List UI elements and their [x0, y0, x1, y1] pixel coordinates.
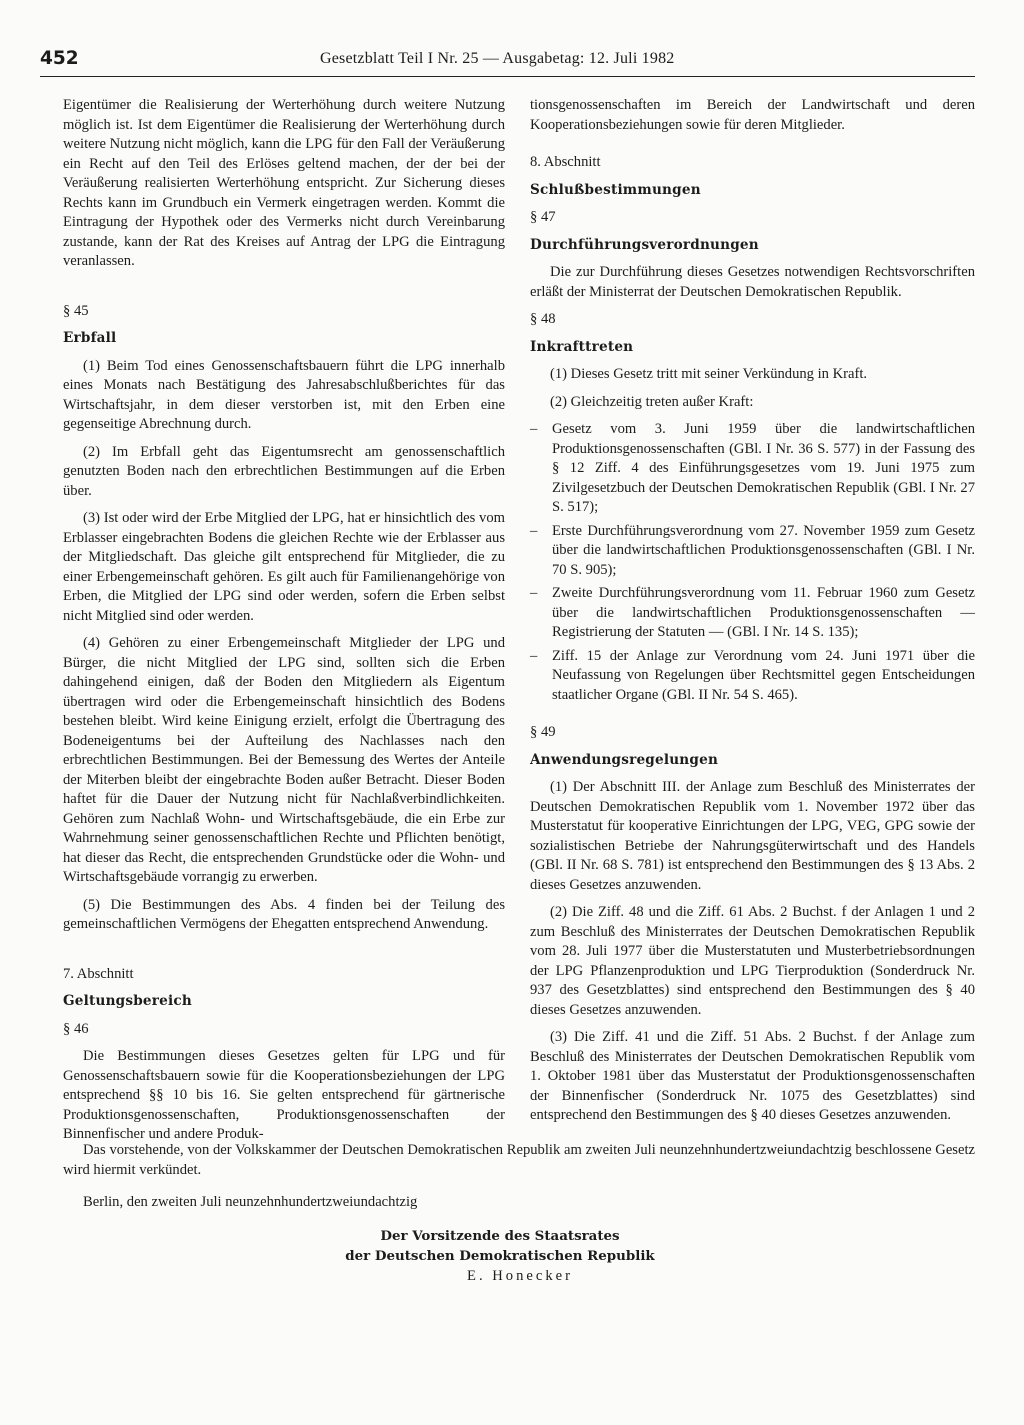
paragraph-continuation: tionsgenossenschaften im Bereich der Landwirtschaft und deren Kooperationsbeziehungen sowie für deren Mitglieder. [530, 97, 975, 133]
signature-block [330, 1226, 670, 1286]
section-45-para-5: (5) Die Bestimmungen des Abs. 4 finden bei der Teilung des gemeinschaftlichen Vermögens der Ehegatten entsprechend Anwendung. [63, 896, 505, 932]
list-item: – Erste Durchführungsverordnung vom 27. November 1959 zum Gesetz über die landwirtschaftlichen Produktionsgenossenschaften (GBl. I Nr. 70 S. 905); [530, 522, 975, 581]
section-45-para-4: (4) Gehören zu einer Erbengemeinschaft Mitglieder der LPG und Bürger, die nicht Mitglied der LPG sind, sollten sich die Erben dahingehend einigen, daß der Boden den Mitgliedern als Eigentum übertragen wird oder die Erbengemeinschaft hinsichtlich des Bodens bestehen bleibt. Wird keine Einigung erzielt, erfolgt die Übertragung des Bodeneigentums bei der Aufteilung des Nachlasses nach den erbrechtlichen Bestimmungen. Bei der Bemessung des Wertes der Anteile der Miterben bleibt der eingebrachte Boden außer Betracht. Dieser Boden haftet für die Dauer der Nutzung nicht für Nachlaßverbindlichkeiten. Gehören zum Nachlaß Wohn- und Wirtschaftsgebäude, die ein Erbe zur Wahrnehmung seiner genossenschaftlichen Rechte und Pflichten benötigt, hat dieser das Recht, die entsprechenden Grundstücke oder die Wohn- und Wirtschaftsgebäude vorrangig zu erwerben. [63, 635, 505, 885]
section-46-para-1: Die Bestimmungen dieses Gesetzes gelten für LPG und für Genossenschaftsbauern sowie für die Kooperationsbeziehungen der LPG entsprechend §§ 10 bis 16. Sie gelten entsprechend für gärtnerische Produktionsgenossenschaften, Produktionsgenossenschaften der Binnenfischer und andere Produk- [63, 1048, 505, 1142]
section-48-para-2: (2) Gleichzeitig treten außer Kraft: [550, 393, 754, 410]
signatory-title-line-2: der Deutschen Demokratischen Republik [345, 1248, 655, 1264]
list-item: – Ziff. 15 der Anlage zur Verordnung vom 24. Juni 1971 über die Neufassung von Regelungen über Rechtsmittel gegen Entscheidungen staatlicher Organe (GBl. II Nr. 54 S. 465). [530, 647, 975, 706]
section-49-number: § 49 [530, 724, 556, 740]
section-47-number: § 47 [530, 209, 556, 225]
place-date: Berlin, den zweiten Juli neunzehnhundertzweiundachtzig [83, 1194, 418, 1210]
running-head: Gesetzblatt Teil I Nr. 25 — Ausgabetag: 12. Juli 1982 [320, 50, 675, 67]
page-header [40, 46, 975, 77]
left-column [63, 96, 505, 1153]
chapter-8-title: Schlußbestimmungen [530, 181, 701, 198]
section-49-title: Anwendungsregelungen [530, 751, 719, 768]
section-48-para-1: (1) Dieses Gesetz tritt mit seiner Verkündung in Kraft. [550, 366, 868, 382]
section-45-para-2: (2) Im Erbfall geht das Eigentumsrecht am genossenschaftlich genutzten Boden nach den erbrechtlichen Bestimmungen auf die Erben über. [63, 443, 505, 499]
section-47-title: Durchführungsverordnungen [530, 236, 759, 253]
section-45-title: Erbfall [63, 330, 117, 346]
list-item: – Zweite Durchführungsverordnung vom 11. Februar 1960 zum Gesetz über die landwirtschaftlichen Produktionsgenossenschaften — Registrierung der Statuten — (GBl. I Nr. 14 S. 135); [530, 584, 975, 643]
repealed-laws-list [530, 420, 975, 705]
chapter-8-label: 8. Abschnitt [530, 154, 601, 170]
closing-block [63, 1140, 975, 1224]
chapter-7-label: 7. Abschnitt [63, 965, 134, 982]
promulgation-text: Das vorstehende, von der Volkskammer der Deutschen Demokratischen Republik am zweiten Juli neunzehnhundertzweiundachtzig beschlossene Gesetz wird hiermit verkündet. [63, 1142, 975, 1178]
paragraph-continuation: Eigentümer die Realisierung der Werterhöhung durch weitere Nutzung möglich ist. Ist dem Eigentümer die Realisierung der Werterhöhung durch weitere Nutzung nicht möglich, kann die LPG für den Fall der Veräußerung ein Recht auf den Teil des Erlöses geltend machen, der der bei der Veräußerung realisierten Werterhöhung entspricht. Zur Sicherung dieses Rechts kann im Grundbuch ein Vermerk eingetragen werden. Kommt die Eintragung der Hypothek oder des Vermerks nicht durch Vereinbarung zustande, kann der Rat des Kreises auf Antrag der LPG die Eintragung veranlassen. [63, 97, 505, 269]
section-49-para-3: (3) Die Ziff. 41 und die Ziff. 51 Abs. 2 Buchst. f der Anlage zum Beschluß des Ministerrates der Deutschen Demokratischen Republik vom 1. Oktober 1981 über das Musterstatut der Produktionsgenossenschaften der Binnenfischer (Sonderdruck Nr. 1075 des Gesetzblattes) sind entsprechend den Bestimmungen des § 40 dieses Gesetzes anzuwenden. [530, 1029, 975, 1123]
section-48-number: § 48 [530, 311, 556, 327]
signatory-name: E. Honecker [467, 1268, 573, 1284]
section-45-number: § 45 [63, 302, 89, 319]
list-item: – Gesetz vom 3. Juni 1959 über die landwirtschaftlichen Produktionsgenossenschaften (GBl. I Nr. 36 S. 577) in der Fassung des § 12 Ziff. 4 des Einführungsgesetzes vom 19. Juni 1975 zum Zivilgesetzbuch der Deutschen Demokratischen Republik (GBl. I Nr. 27 S. 517); [530, 420, 975, 518]
section-46-number: § 46 [63, 1020, 89, 1037]
page-number: 452 [40, 48, 79, 69]
right-column [530, 96, 975, 1134]
chapter-7-title: Geltungsbereich [63, 993, 192, 1009]
section-48-title: Inkrafttreten [530, 338, 634, 355]
section-49-para-2: (2) Die Ziff. 48 und die Ziff. 61 Abs. 2 Buchst. f der Anlagen 1 und 2 zum Beschluß des Ministerrates der Deutschen Demokratischen Republik vom 28. Juli 1977 über die Musterstatuten und Musterbetriebsordnungen der LPG Pflanzenproduktion und LPG Tierproduktion (Sonderdruck Nr. 937 des Gesetzblattes) sind entsprechend den Bestimmungen des § 40 dieses Gesetzes anzuwenden. [530, 904, 975, 1018]
signatory-title-line-1: Der Vorsitzende des Staatsrates [380, 1228, 620, 1244]
section-47-para-1: Die zur Durchführung dieses Gesetzes notwendigen Rechtsvorschriften erläßt der Ministerrat der Deutschen Demokratischen Republik. [530, 264, 975, 300]
section-45-para-1: (1) Beim Tod eines Genossenschaftsbauern führt die LPG innerhalb eines Monats nach Bestätigung des Jahresabschlußberichtes für das Wirtschaftsjahr, in dem dieser verstorben ist, mit den Erben eine gegenseitige Abrechnung durch. [63, 357, 505, 432]
section-49-para-1: (1) Der Abschnitt III. der Anlage zum Beschluß des Ministerrates der Deutschen Demokratischen Republik vom 1. November 1972 über das Musterstatut für kooperative Einrichtungen der LPG, VEG, GPG sowie der sozialistischen Betriebe der Nahrungsgüterwirtschaft und des Handels (GBl. II Nr. 68 S. 781) ist entsprechend den Bestimmungen des § 13 Abs. 2 dieses Gesetzes anzuwenden. [530, 779, 975, 893]
section-45-para-3: (3) Ist oder wird der Erbe Mitglied der LPG, hat er hinsichtlich des vom Erblasser eingebrachten Bodens die gleichen Rechte wie der Erblasser aus der Mitgliedschaft. Das gleiche gilt entsprechend für Mitglieder, die zu einer Erbengemeinschaft gehören. Es gilt auch für Familienangehörige von Erben, die Mitglied der LPG sind oder werden, sofern die Erben selbst nicht Mitglied sind oder werden. [63, 510, 505, 624]
